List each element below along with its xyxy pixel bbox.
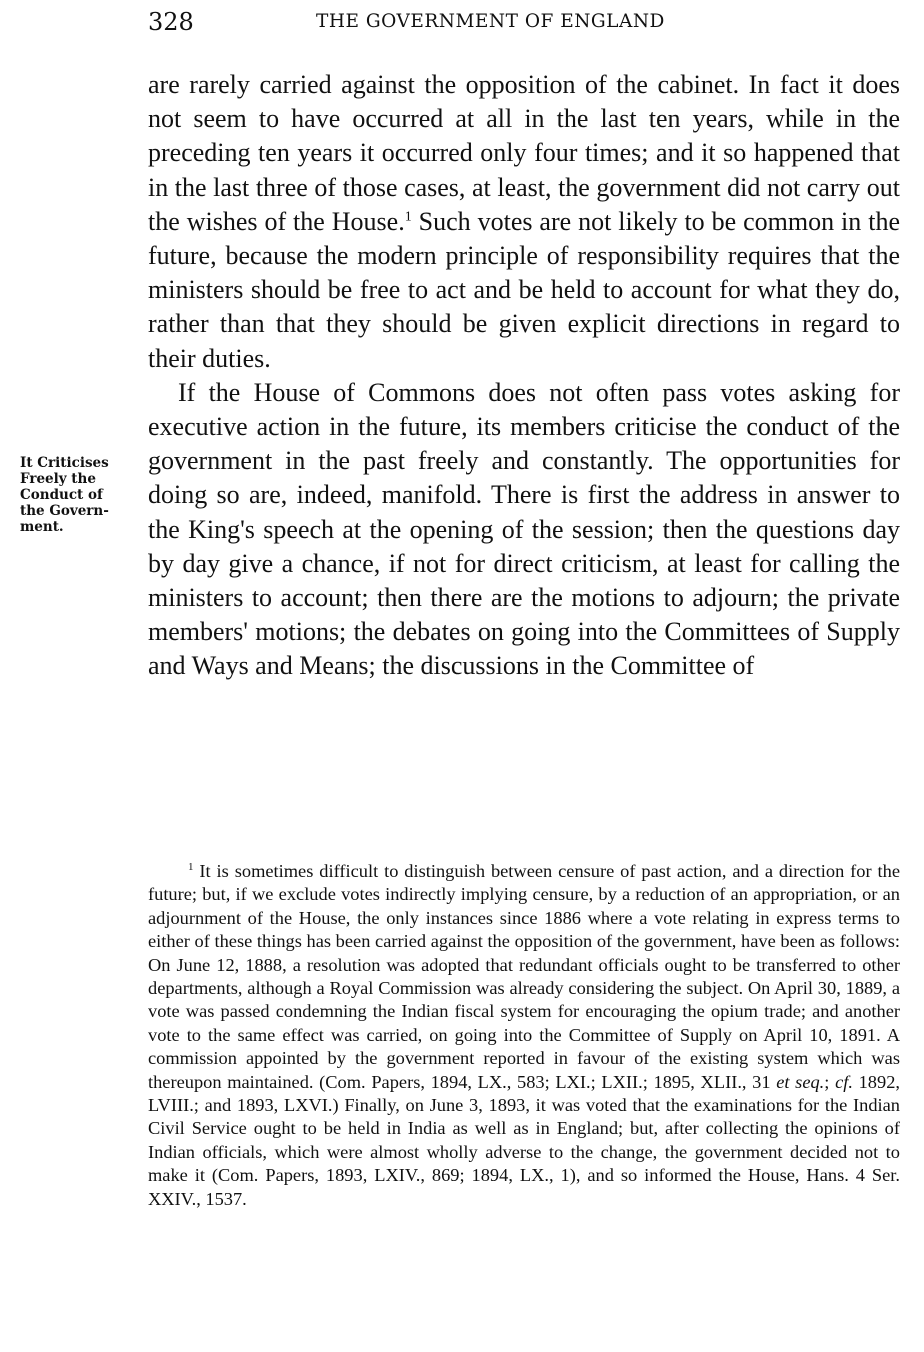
footnote-text-part: It is sometimes difficult to distinguish between censure of past action, and a direction for the future; but, if we exclude votes indirectly implying censure, by a reduction of an appropriation, or an adjournment of the House, the only instances since 1886 where a vote relating in express terms to either of these things has been carried against the opposition of the government, have been as follows: On June 12, 1888, a resolution was adopted that redundant officials ought to be transferred to other departments, although a Royal Commission was already considering the subject. On April 30, 1889, a vote was passed condemning the Indian fiscal system for encouraging the opium trade; and another vote to the same effect was carried, on going into the Committee of Supply on April 10, 1891. A commission appointed by the government reported in favour of the existing system which was thereupon maintained. (Com. Papers, 1894, LX., 583; LXI.; LXII.; 1895, XLII., 31 — [148, 861, 900, 1092]
margin-note-line: ment. — [20, 519, 64, 535]
footnote-italic: et seq. — [776, 1071, 825, 1092]
margin-note — [20, 455, 132, 535]
footnote-italic: cf. — [835, 1071, 853, 1092]
margin-note-line: the Govern- — [20, 503, 109, 519]
running-title: THE GOVERNMENT OF ENGLAND — [316, 11, 665, 32]
margin-note-line: Freely the — [20, 471, 96, 487]
main-text — [148, 68, 900, 684]
footnote-marker: 1 — [188, 860, 194, 873]
page-number: 328 — [148, 8, 194, 36]
paragraph: If the House of Commons does not often pass votes asking for executive action in the future, its members criticise the conduct of the government in the past freely and constantly. The opportunities for doing so are, indeed, manifold. There is first the address in answer to the King's speech at the opening of the session; then the questions day by day give a chance, if not for direct criticism, at least for calling the ministers to account; then there are the motions to adjourn; the private members' motions; the debates on going into the Committees of Supply and Ways and Means; the discussions in the Committee of — [148, 377, 900, 681]
paragraph-text: are rarely carried against the opposition of the cabinet. In fact it does not seem to have occurred at all in the last ten years, while in the preceding ten years it occurred only four times; and it so happened that in the last three of those cases, at least, the government did not carry out the wishes of the House. — [148, 70, 900, 236]
footnote-reference: 1 — [404, 209, 412, 225]
margin-note-line: It Criticises — [20, 455, 109, 471]
footnote-text-part: 1892, LVIII.; and 1893, LXVI.) Finally, on June 3, 1893, it was voted that the examinations for the Indian Civil Service ought to be held in India as well as in England; but, after collecting the opinions of Indian officials, which were almost wholly adverse to the change, the government decided not to make it (Com. Papers, 1893, LXIV., 869; 1894, LX., 1), and so informed the House, Hans. 4 Ser. XXIV., 1537. — [148, 1071, 900, 1209]
footnote-text — [148, 860, 900, 1211]
footnote — [148, 860, 900, 1211]
paragraph-text: Such votes are not likely to be common in the future, because the modern principle of responsibility requires that the ministers should be free to act and be held to account for what they do, rather than that they should be given explicit directions in regard to their duties. — [148, 206, 900, 373]
footnote-text-part: ; — [824, 1071, 836, 1092]
paragraph — [148, 68, 900, 376]
margin-note-line: Conduct of — [20, 487, 103, 503]
page-header — [148, 8, 900, 38]
